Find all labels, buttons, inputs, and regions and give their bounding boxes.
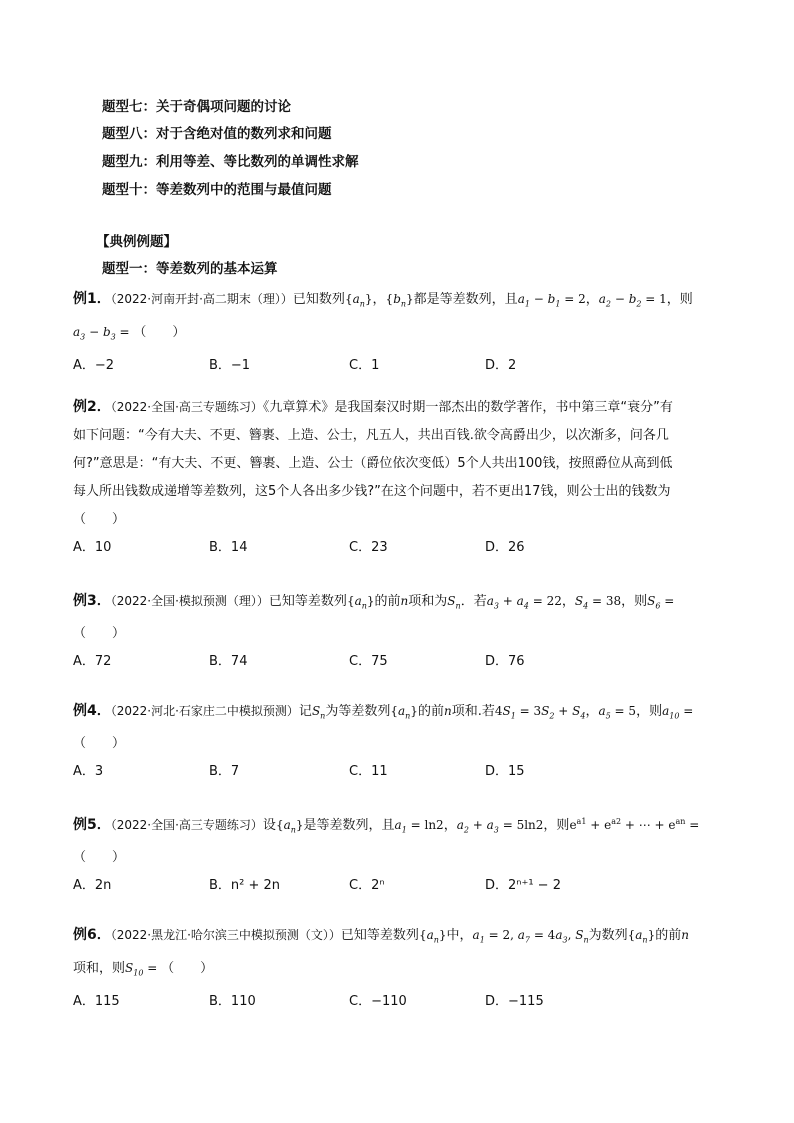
example-1-option-c[interactable]: C．1 [349,357,380,373]
example-6-options [73,988,723,1016]
example-2-option-b[interactable]: B．14 [209,540,248,555]
example-4-option-a[interactable]: A．3 [73,764,104,780]
example-4-source: （2022·河北·石家庄二中模拟预测） [110,704,299,718]
example-1-option-a[interactable]: A．−2 [73,357,115,373]
example-4-stem: 记$S_n$为等差数列$\{a_n\}$的前n项和.若$4S_1 = 3S_2 + S_4$，$a_5 = 5$，则$a_{10}$ = （ ） [73,704,694,752]
example-1-question [73,285,723,352]
example-1-option-d[interactable]: D．2 [485,357,517,373]
topic-9: 题型九：利用等差、等比数列的单调性求解 [102,154,359,170]
section-heading: 【典例例题】 [96,234,177,250]
example-5-option-c[interactable]: C．2ⁿ [349,878,385,894]
example-4-options [73,758,723,786]
example-2-option-c[interactable]: C．23 [349,540,388,555]
example-3-option-b[interactable]: B．74 [209,654,248,670]
example-4-option-d[interactable]: D．15 [485,764,525,780]
example-2-option-d[interactable]: D．26 [485,540,525,555]
example-4-question [73,697,723,758]
example-6-option-a[interactable]: A．115 [73,993,120,1009]
example-2 [73,393,723,562]
section-subheading: 题型一：等差数列的基本运算 [102,261,278,277]
example-2-options [73,534,723,562]
example-3 [73,587,723,676]
example-5 [73,808,723,900]
example-1-stem: 已知数列$\{a_n\}$，$\{b_n\}$都是等差数列，且$a_1 - b_1 = 2$，$a_2 - b_2 = 1$，则 $a_3 - b_3$ = （ ） [73,292,693,342]
example-1-source: （2022·河南开封·高二期末（理）） [110,292,293,306]
example-4-tag: 例4． [73,703,111,719]
example-6-option-c[interactable]: C．−110 [349,993,407,1009]
example-5-tag: 例5． [73,817,111,833]
example-5-stem: 设$\{a_n\}$是等差数列，且$a_1 = \ln 2$，$a_2 + a_3 = 5\ln 2$，则$e^{a1} + e^{a2}$ + ⋯ + $e^{an}$ = （ ） [73,817,700,866]
example-3-source: （2022·全国·模拟预测（理）） [110,594,269,608]
example-4 [73,697,723,786]
topic-7: 题型七：关于奇偶项问题的讨论 [102,99,291,115]
example-3-stem: 已知等差数列$\{a_n\}$的前n项和为$S_n$．若$a_3 + a_4 = 22$，$S_4 = 38$，则$S_6$ = （ ） [73,594,675,642]
example-5-source: （2022·全国·高三专题练习） [110,818,263,832]
example-6-question [73,921,723,988]
example-2-stem: 《九章算术》是我国秦汉时期一部杰出的数学著作，书中第三章“衰分”有 如下问题：“今有大夫、不更、簪裹、上造、公士，凡五人，共出百钱.欲令高爵出少，以次渐多，问各几 何?”意思是：“有大夫、不更、簪裹、上造、公士（爵位依次变低）5个人共出100钱，按照爵位从高到低 每人所出钱数成递增等差数列，这5个人各出多少钱?”在这个问题中，若不更出17钱，则公士出的钱数为 （ ） [73,400,673,527]
example-6-source: （2022·黑龙江·哈尔滨三中模拟预测（文）） [110,928,341,942]
example-5-option-b[interactable]: B．n² + 2n [209,878,281,894]
example-6-option-d[interactable]: D．−115 [485,993,544,1009]
topic-8: 题型八：对于含绝对值的数列求和问题 [102,126,332,142]
example-6-stem: 已知等差数列$\{a_n\}$中，$a_1 = 2$, $a_7 = 4a_3$, $S_n$为数列$\{a_n\}$的前n 项和，则$S_{10}$ = （ ） [73,928,689,978]
example-5-option-d[interactable]: D．2ⁿ⁺¹ − 2 [485,878,561,894]
example-1-option-b[interactable]: B．−1 [209,357,251,373]
example-6 [73,921,723,1016]
topic-10: 题型十：等差数列中的范围与最值问题 [102,182,332,198]
example-3-question [73,587,723,648]
example-6-option-b[interactable]: B．110 [209,993,256,1009]
example-4-option-c[interactable]: C．11 [349,764,388,780]
example-3-option-c[interactable]: C．75 [349,654,388,670]
example-5-question [73,808,723,872]
example-3-option-d[interactable]: D．76 [485,654,525,670]
example-2-option-a[interactable]: A．10 [73,540,112,555]
example-4-option-b[interactable]: B．7 [209,764,240,780]
example-3-option-a[interactable]: A．72 [73,654,112,670]
example-2-source: （2022·全国·高三专题练习） [110,400,263,414]
example-2-question [73,393,723,534]
example-5-option-a[interactable]: A．2n [73,878,112,894]
example-1-options [73,352,723,380]
example-2-tag: 例2． [73,399,111,415]
example-1-tag: 例1． [73,291,111,307]
example-1 [73,285,723,380]
example-6-tag: 例6． [73,927,111,943]
example-3-tag: 例3． [73,593,111,609]
example-5-options [73,872,723,900]
example-3-options [73,648,723,676]
